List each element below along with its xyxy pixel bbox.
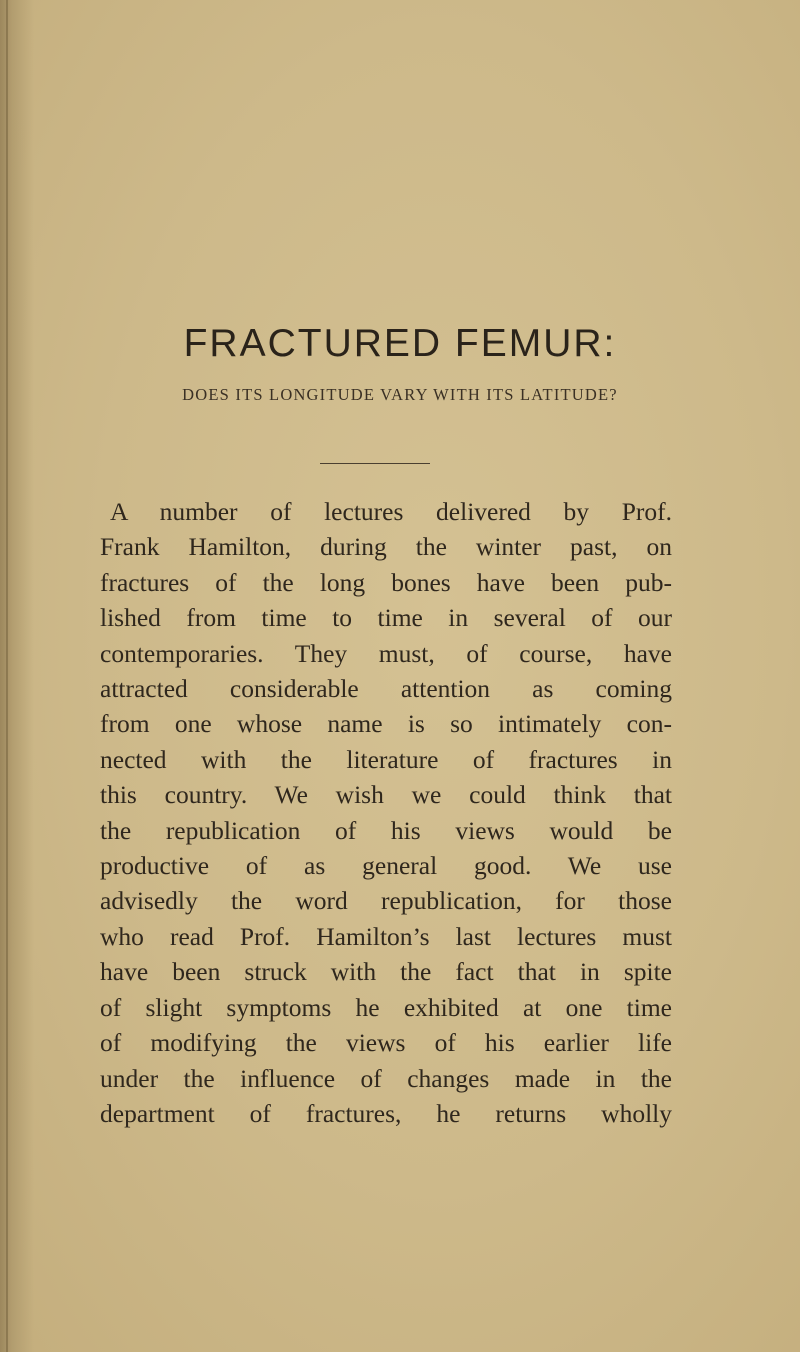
text-line: have been struck with the fact that in spite (100, 957, 672, 987)
text-line: contemporaries. They must, of course, have (100, 638, 672, 668)
text-line: Frank Hamilton, during the winter past, on (100, 532, 672, 562)
text-line: A number of lectures delivered by Prof. (110, 497, 672, 526)
page-subtitle: DOES ITS LONGITUDE VARY WITH ITS LATITUDE? (182, 385, 618, 404)
text-line: advisedly the word republication, for those (100, 886, 672, 916)
text-line: attracted considerable attention as coming (100, 674, 672, 704)
text-line: from one whose name is so intimately con- (100, 709, 672, 739)
text-line: under the influence of changes made in the (100, 1063, 672, 1093)
text-line: this country. We wish we could think that (100, 780, 672, 810)
text-line: fractures of the long bones have been pub- (100, 567, 672, 597)
page-binding-edge (6, 0, 8, 1352)
text-line: department of fractures, he returns wholly (100, 1098, 672, 1128)
text-line: productive of as general good. We use (100, 851, 672, 881)
title-divider (320, 463, 430, 464)
text-line: of slight symptoms he exhibited at one time (100, 992, 672, 1022)
body-paragraph (100, 494, 672, 1131)
text-line: of modifying the views of his earlier life (100, 1028, 672, 1058)
text-line: the republication of his views would be (100, 815, 672, 845)
page-title: FRACTURED FEMUR: (183, 322, 617, 365)
text-line: lished from time to time in several of our (100, 603, 672, 633)
text-line: nected with the literature of fractures in (100, 744, 672, 774)
text-line: who read Prof. Hamilton’s last lectures must (100, 921, 672, 951)
